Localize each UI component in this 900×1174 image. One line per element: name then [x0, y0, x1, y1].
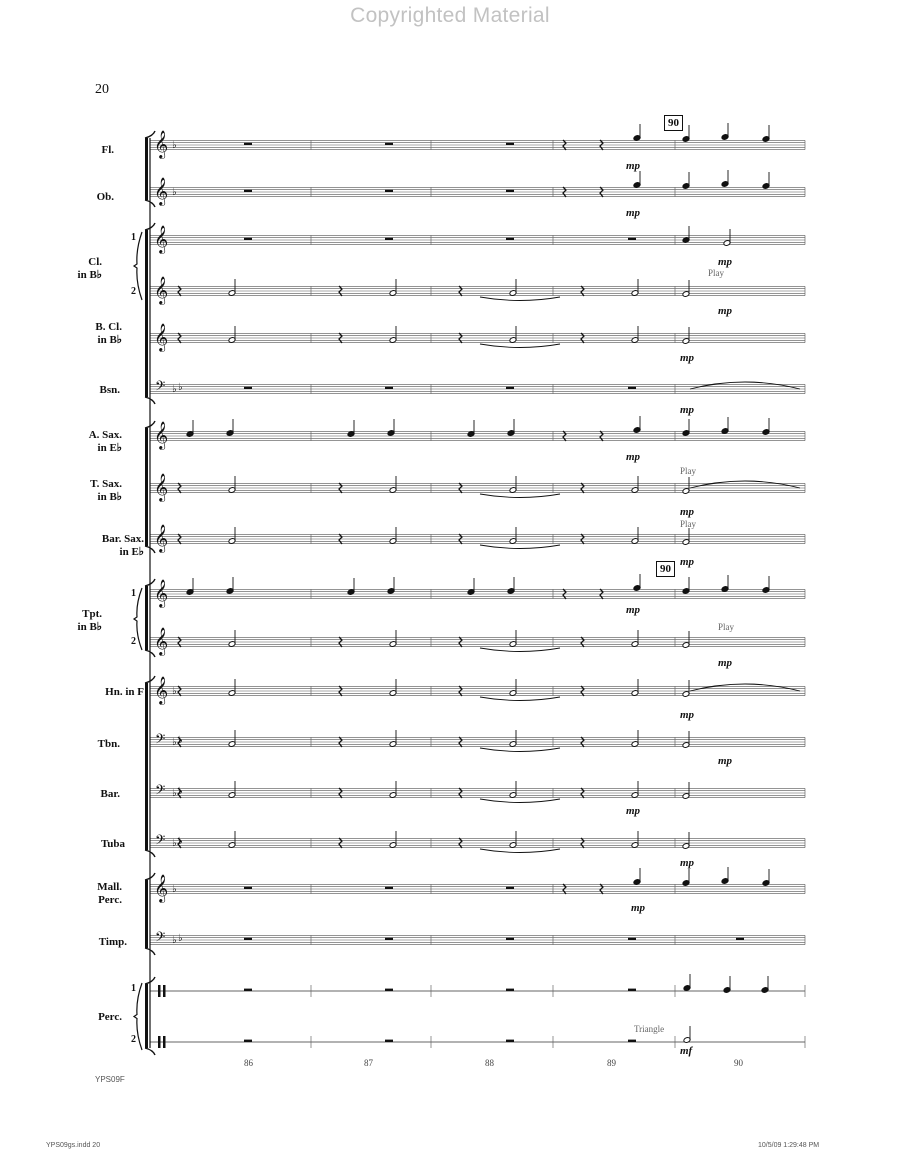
- clef-bar: 𝄢: [155, 782, 166, 801]
- whole-rest-bsn: [628, 387, 636, 389]
- cue-triangle: Triangle: [634, 1024, 665, 1034]
- print-slug-file: YPS09gs.indd 20: [46, 1142, 101, 1149]
- dynamic-ob-mp: mp: [626, 207, 641, 219]
- group-bracket: [145, 230, 148, 397]
- dynamic-tpt2-mp: mp: [718, 657, 733, 669]
- label-tuba: Tuba: [100, 838, 125, 850]
- perc-clef-perc1: [163, 985, 166, 997]
- key-flat-timp: ♭: [172, 935, 177, 946]
- whole-rest-timp: [385, 938, 393, 940]
- clef-bsax: 𝄞: [154, 524, 169, 552]
- tie-hn: [480, 697, 560, 701]
- long-tie-hn: [690, 684, 800, 691]
- label-oboe: Ob.: [96, 191, 114, 203]
- tie-tbn: [480, 748, 560, 752]
- clef-asax: 𝄞: [154, 421, 169, 449]
- whole-rest-ob: [385, 190, 393, 192]
- whole-rest-fl: [385, 143, 393, 145]
- dynamic-perc-mf: mf: [680, 1045, 693, 1057]
- whole-rest-timp: [628, 938, 636, 940]
- part-number-tpt-1: 1: [131, 588, 136, 599]
- group-bracket: [145, 586, 148, 650]
- measure-number-88: 88: [485, 1058, 494, 1068]
- whole-rest-cl1: [385, 238, 393, 240]
- whole-rest-cl1: [506, 238, 514, 240]
- part-number-cl-2: 2: [131, 286, 136, 297]
- cue-play-tsax: Play: [680, 466, 697, 476]
- key-flat-bar: ♭: [178, 786, 183, 797]
- key-flat-tbn: ♭: [178, 735, 183, 746]
- key-flat-tuba: ♭: [172, 838, 177, 849]
- dynamic-tpt1-mp: mp: [626, 604, 641, 616]
- key-flat-hn: ♭: [172, 686, 177, 697]
- tie-bcl: [480, 344, 560, 348]
- bracket-hook: [145, 1048, 155, 1055]
- whole-rest-ob: [506, 190, 514, 192]
- measure-number-87: 87: [364, 1058, 373, 1068]
- key-flat-timp: ♭: [178, 933, 183, 944]
- cue-play-cl: Play: [708, 268, 725, 278]
- tie-bsax: [480, 545, 560, 549]
- group-bracket: [145, 984, 148, 1048]
- dynamic-bcl-mp: mp: [680, 352, 695, 364]
- watermark: Copyrighted Material: [350, 4, 550, 27]
- label-trumpet: Tpt. in B♭: [77, 608, 102, 633]
- whole-rest-perc1: [628, 989, 636, 991]
- perc-clef-perc2: [163, 1036, 166, 1048]
- whole-rest-fl: [506, 143, 514, 145]
- cue-play-bsax: Play: [680, 519, 697, 529]
- clef-fl: 𝄞: [154, 130, 169, 158]
- clef-tpt1: 𝄞: [154, 579, 169, 607]
- perc-clef-perc1: [158, 985, 161, 997]
- whole-rest-cl1: [628, 238, 636, 240]
- whole-rest-cl1: [244, 238, 252, 240]
- group-bracket: [145, 683, 148, 850]
- clef-tsax: 𝄞: [154, 473, 169, 501]
- key-flat-ob: ♭: [172, 187, 177, 198]
- whole-rest-mall: [506, 887, 514, 889]
- dynamic-bsax-mp: mp: [680, 556, 695, 568]
- publisher-code: YPS09F: [95, 1075, 125, 1084]
- label-tenor-sax: T. Sax. in B♭: [90, 478, 122, 503]
- key-flat-fl: ♭: [172, 140, 177, 151]
- key-flat-bar: ♭: [172, 788, 177, 799]
- whole-rest-bsn: [244, 387, 252, 389]
- whole-rest-perc1: [244, 989, 252, 991]
- tie-cl2: [480, 297, 560, 301]
- clef-tuba: 𝄢: [155, 832, 166, 851]
- dynamic-tsax-mp: mp: [680, 506, 695, 518]
- label-flute: Fl.: [101, 144, 114, 156]
- clef-cl2: 𝄞: [154, 276, 169, 304]
- rehearsal-mark-top: 90: [664, 115, 683, 131]
- dynamic-bar-mp: mp: [626, 805, 641, 817]
- clef-hn: 𝄞: [154, 676, 169, 704]
- measure-number-86: 86: [244, 1058, 253, 1068]
- whole-rest-mall: [385, 887, 393, 889]
- dynamic-cl2-mp: mp: [718, 305, 733, 317]
- rehearsal-mark-brass: 90: [656, 561, 675, 577]
- tie-tpt2: [480, 648, 560, 652]
- part-number-perc-1: 1: [131, 983, 136, 994]
- label-horn: Hn. in F: [105, 686, 144, 698]
- clef-mall: 𝄞: [154, 874, 169, 902]
- perc-clef-perc2: [158, 1036, 161, 1048]
- dynamic-hn-mp: mp: [680, 709, 695, 721]
- dynamic-tuba-mp: mp: [680, 857, 695, 869]
- measure-number-89: 89: [607, 1058, 616, 1068]
- page-number: 20: [95, 82, 109, 97]
- key-flat-mall: ♭: [172, 884, 177, 895]
- whole-rest-timp: [244, 938, 252, 940]
- key-flat-bsn: ♭: [172, 384, 177, 395]
- label-timpani: Timp.: [98, 936, 127, 948]
- group-bracket: [145, 428, 148, 546]
- clef-timp: 𝄢: [155, 929, 166, 948]
- key-flat-bsn: ♭: [178, 382, 183, 393]
- clef-ob: 𝄞: [154, 177, 169, 205]
- dynamic-cl1-mp: mp: [718, 256, 733, 268]
- dynamic-asax-mp: mp: [626, 451, 641, 463]
- label-mallet-percussion: Mall. Perc.: [97, 881, 122, 906]
- key-flat-tuba: ♭: [178, 836, 183, 847]
- whole-rest-perc2: [244, 1040, 252, 1042]
- measure-number-90: 90: [734, 1058, 743, 1068]
- dynamic-fl-mp: mp: [626, 160, 641, 172]
- dynamic-mall-mp: mp: [631, 902, 646, 914]
- label-percussion: Perc.: [98, 1011, 122, 1023]
- whole-rest-ob: [244, 190, 252, 192]
- label-bassoon: Bsn.: [99, 384, 120, 396]
- print-slug-date: 10/5/09 1:29:48 PM: [758, 1142, 820, 1149]
- whole-rest-timp: [736, 938, 744, 940]
- key-flat-tbn: ♭: [172, 737, 177, 748]
- long-tie-bsn: [690, 382, 800, 389]
- cue-play-tpt: Play: [718, 622, 735, 632]
- part-number-cl-1: 1: [131, 232, 136, 243]
- whole-rest-fl: [244, 143, 252, 145]
- label-clarinet: Cl. in B♭: [77, 256, 102, 281]
- whole-rest-bsn: [385, 387, 393, 389]
- clef-bcl: 𝄞: [154, 323, 169, 351]
- label-baritone: Bar.: [100, 788, 120, 800]
- dynamic-bsn-mp: mp: [680, 404, 695, 416]
- whole-rest-perc1: [385, 989, 393, 991]
- label-alto-sax: A. Sax. in E♭: [88, 429, 122, 454]
- tie-bar: [480, 799, 560, 803]
- whole-rest-perc2: [628, 1040, 636, 1042]
- whole-rest-mall: [244, 887, 252, 889]
- whole-rest-perc2: [506, 1040, 514, 1042]
- clef-bsn: 𝄢: [155, 378, 166, 397]
- group-bracket: [145, 138, 148, 200]
- tie-tsax: [480, 494, 560, 498]
- label-bass-clarinet: B. Cl. in B♭: [95, 321, 122, 346]
- clef-cl1: 𝄞: [154, 225, 169, 253]
- part-number-tpt-2: 2: [131, 636, 136, 647]
- whole-rest-timp: [506, 938, 514, 940]
- whole-rest-bsn: [506, 387, 514, 389]
- whole-rest-perc2: [385, 1040, 393, 1042]
- long-tie-tsax: [690, 481, 800, 488]
- label-baritone-sax: Bar. Sax. in E♭: [101, 533, 144, 558]
- tie-tuba: [480, 849, 560, 853]
- dynamic-tbn-mp: mp: [718, 755, 733, 767]
- clef-tbn: 𝄢: [155, 731, 166, 750]
- clef-tpt2: 𝄞: [154, 627, 169, 655]
- part-number-perc-2: 2: [131, 1034, 136, 1045]
- group-bracket: [145, 880, 148, 948]
- label-trombone: Tbn.: [97, 738, 120, 750]
- whole-rest-perc1: [506, 989, 514, 991]
